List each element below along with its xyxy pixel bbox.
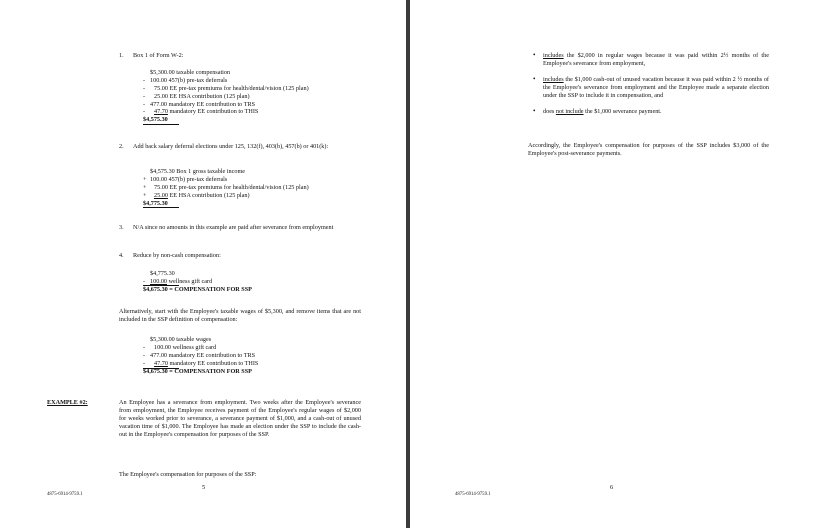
example-2-paragraph: An Employee has a severance from employment. Two weeks after the Employee's severance from employment, the Employee receives payment of the Employee's regular wages of $2,000 for weeks worked prior to severance, a severance payment of $1,000, and a cash-out of unused vacation time of $1,000. The Employee has made an election under the SSP to include the cash-out in the Employee's compensation for purposes of the SSP. [119,399,361,438]
item-4-heading: Reduce by non-cash compensation: [133,252,221,259]
example-2-followup: The Employee's compensation for purposes of the SSP: [119,471,257,478]
total-rule [143,285,179,286]
item-4-calculation [143,270,252,294]
bullet-lead: does [543,107,556,115]
calc-description: mandatory EE contribution to THIS [167,108,259,116]
bullet-lead: includes [543,75,564,83]
calc-line: 477.00 mandatory EE contribution to TRS [150,351,256,359]
page-number: 5 [202,484,206,491]
calc-line: 75.00 EE pre-tax premiums for health/dental/vision (125 plan) [154,84,309,92]
bullet-text: the $1,000 severance payment. [583,107,662,115]
item-2-calculation [143,168,309,207]
bullet-negation: not include [555,107,584,115]
bullet-icon: • [533,74,536,83]
calc-amount: 25.00 [154,191,168,199]
calc-operator: - [143,277,146,285]
calc-amount: 47.70 [154,359,168,367]
calc-line: 100.00 wellness gift card [154,343,217,351]
item-4-number: 4. [119,252,124,259]
calc-amount: 100.00 [150,277,168,285]
calc-operator [143,336,150,344]
document-id-footer: 4875-6914-9759.1 [47,492,83,497]
calc-operator: - [143,100,146,108]
item-1-total: $4,575.30 [143,116,168,124]
calc-operator [143,270,150,278]
item-1-number: 1. [119,52,124,59]
total-rule [143,368,179,369]
page-number: 6 [610,484,614,491]
calc-operator: + [143,183,147,191]
item-4-total: $4,675.30 = COMPENSATION FOR SSP [143,285,252,293]
calc-line: $5,300.00 taxable compensation [150,69,231,76]
calc-operator [143,168,150,176]
bullet-lead: includes [543,52,564,59]
item-1-calculation [143,69,309,124]
calc-description: EE HSA contribution (125 plan) [167,191,250,199]
calc-line: $5,300.00 taxable wages [150,336,212,343]
bullet-text: the $2,000 in regular wages because it was paid within 2½ months of the Employee's severance from employment, [543,52,769,67]
calc-description: wellness gift card [167,277,213,285]
calc-line: $4,575.30 Box 1 gross taxable income [150,168,246,175]
calc-amount: 47.70 [154,108,168,116]
alternative-paragraph: Alternatively, start with the Employee's taxable wages of $5,300, and remove items that are not included in the SSP definition of compensation: [119,308,361,323]
list-item [533,76,769,100]
calc-operator: - [143,108,146,116]
bullet-text: the $1,000 cash-out of unused vacation because it was paid within 2 ½ months of the Employee's severance from employment and the Employee made a separate election under the SSP to include it in compensation, and [543,75,769,99]
calc-line: 100.00 457(b) pre-tax deferrals [150,76,228,84]
total-rule [143,124,179,125]
conclusion-paragraph: Accordingly, the Employee's compensation for purposes of the SSP includes $3,000 of the Employee's post-severance payments. [528,142,769,157]
item-2-heading: Add back salary deferral elections under 125, 132(f), 403(b), 457(b) or 401(k): [133,143,329,150]
document-page-6 [410,0,813,528]
item-3-text: N/A since no amounts in this example are paid after severance from employment [133,224,334,231]
list-item [533,108,769,116]
calc-line: 25.00 EE HSA contribution (125 plan) [154,92,250,100]
calc-operator: - [143,92,146,100]
document-id-footer: 4875-6914-9759.1 [455,492,491,497]
calc-line: 477.00 mandatory EE contribution to TRS [150,100,256,108]
calc-operator: - [143,84,146,92]
calc-line-underlined [150,108,258,116]
bullet-icon: • [533,106,536,115]
calc-operator: - [143,76,146,84]
example-2-label: EXAMPLE #2: [47,399,88,406]
bullet-icon: • [533,51,536,59]
item-3-number: 3. [119,224,124,231]
calc-line-underlined [150,192,250,200]
list-item [533,52,769,68]
calc-line: $4,775.30 [150,270,175,277]
calc-operator: - [143,359,146,367]
calc-description: mandatory EE contribution to THIS [167,359,259,367]
calc-operator: + [143,191,147,199]
calc-operator [143,69,150,77]
calc-operator: - [143,351,146,359]
calc-line: 75.00 EE pre-tax premiums for health/dental/vision (125 plan) [154,183,309,191]
item-2-total: $4,775.30 [143,199,168,207]
bullet-list [533,52,769,115]
item-1-heading: Box 1 of Form W-2: [133,52,184,59]
alternative-calculation [143,336,258,375]
item-2-number: 2. [119,143,124,150]
calc-operator: + [143,175,147,183]
total-rule [143,207,179,208]
calc-line: 100.00 457(b) pre-tax deferrals [150,175,228,183]
calc-operator: - [143,343,146,351]
document-page-5 [0,0,406,528]
alternative-total: $4,675.30 = COMPENSATION FOR SSP [143,367,252,375]
calc-line-underlined [150,360,258,368]
